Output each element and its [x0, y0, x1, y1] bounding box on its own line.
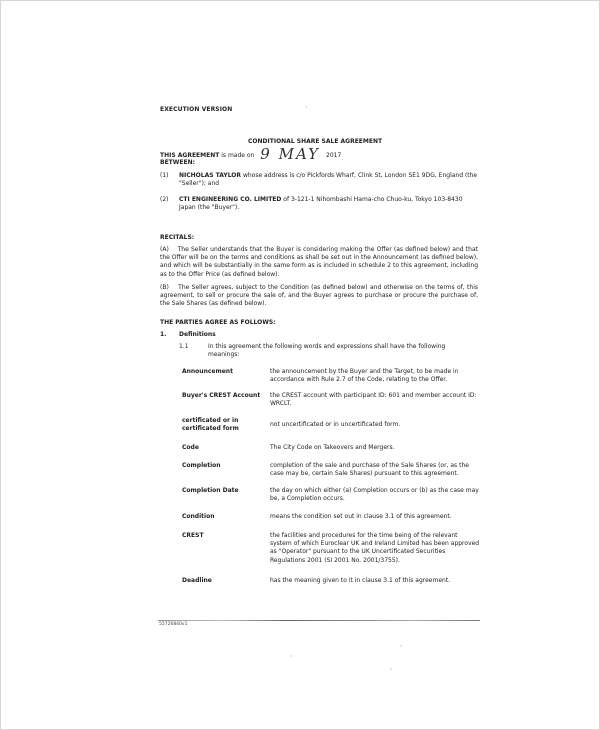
recital-text: The Seller understands that the Buyer is considering making the Offer (as defined below) and that the Offer will be on the terms and conditions as shall be set out in the Announcement (as defined below), and which will be substantially in the same form as is included in schedule 2 to this agreement, including as to the Offer Price (as defined below). [160, 246, 478, 278]
between-heading: BETWEEN: [160, 159, 196, 166]
party-name: NICHOLAS TAYLOR [179, 172, 242, 179]
document-title: CONDITIONAL SHARE SALE AGREEMENT [248, 138, 383, 145]
party-number: (1) [160, 172, 169, 179]
execution-version-label: EXECUTION VERSION [160, 106, 233, 113]
scan-speck [290, 655, 292, 657]
party-name: CTI ENGINEERING CO. LIMITED [179, 196, 282, 203]
definition-term: Deadline [182, 577, 212, 584]
definition-text: the facilities and procedures for the time being of the relevant system of which Euroclear UK and Ireland Limited has been approved as "Operator" pursuant to the UK Uncertificated Securities Regulations 2001 (SI 2001 No. 2001/3755). [270, 532, 480, 564]
footer-rule [158, 620, 480, 621]
party-text [179, 196, 479, 212]
handwritten-date: 9 MAY [260, 145, 321, 163]
scan-speck [305, 106, 307, 108]
definition-text: the CREST account with participant ID: 601 and member account ID: WRCLT. [270, 392, 477, 408]
party-details: of 3-121-1 Nihombashi Hama-cho Chuo-ku, Tokyo 103-8430 Japan (the "Buyer"). [179, 196, 463, 212]
definition-text: the announcement by the Buyer and the Target, to be made in accordance with Rule 2.7 of the Code, relating to the Offer. [270, 368, 459, 384]
recital-a [160, 246, 478, 279]
footer-reference: 55726840v1 [159, 622, 188, 627]
definition-term: Completion Date [182, 487, 239, 494]
scan-speck [400, 645, 402, 647]
made-on-text: is made on [221, 152, 255, 159]
recital-b [160, 284, 478, 309]
party-details: whose address is c/o Pickfords Wharf, Clink St, London SE1 9DG, England (the "Seller"); and [179, 172, 478, 188]
definition-term: Code [182, 444, 199, 451]
recital-label: (B) [160, 284, 169, 291]
definition-term: Condition [182, 513, 215, 520]
recitals-heading: RECITALS: [160, 234, 195, 241]
recital-text: The Seller agrees, subject to the Condition (as defined below) and otherwise on the terms of, this agreement, to sell or procure the sale of, and the Buyer agrees to purchase or procure the purchase of, the Sale Shares (as defined below). [160, 284, 478, 308]
definition-text: completion of the sale and purchase of the Sale Shares (or, as the case may be, certain Sale Shares) pursuant to this agreement. [270, 462, 469, 478]
definition-text: The City Code on Takeovers and Mergers. [270, 444, 395, 451]
definition-term: Completion [182, 462, 221, 469]
definition-term: CREST [182, 532, 204, 539]
definition-text: means the condition set out in clause 3.1 of this agreement. [270, 513, 452, 520]
definition-term: certificated or in certificated form [182, 417, 239, 433]
agreement-year: 2017 [326, 152, 342, 159]
subsection-text: In this agreement the following words and expressions shall have the following meanings: [208, 343, 446, 359]
parties-agree-heading: THE PARTIES AGREE AS FOLLOWS: [160, 319, 276, 326]
definition-term: Announcement [182, 368, 233, 375]
definition-text: the day on which either (a) Completion occurs or (b) as the case may be, a Completion occurs. [270, 487, 479, 503]
section-number: 1. [160, 331, 167, 338]
party-number: (2) [160, 196, 169, 203]
party-text [179, 172, 479, 188]
recital-label: (A) [160, 246, 169, 253]
definition-text: has the meaning given to it in clause 3.1 of this agreement. [270, 577, 451, 584]
definition-text: not uncertificated or in uncertificated form. [270, 421, 401, 428]
scan-speck [390, 668, 392, 670]
subsection-number: 1.1 [179, 343, 189, 350]
definition-term: Buyer's CREST Account [182, 392, 261, 399]
section-title: Definitions [179, 331, 216, 338]
agreement-label: THIS AGREEMENT [160, 152, 220, 159]
